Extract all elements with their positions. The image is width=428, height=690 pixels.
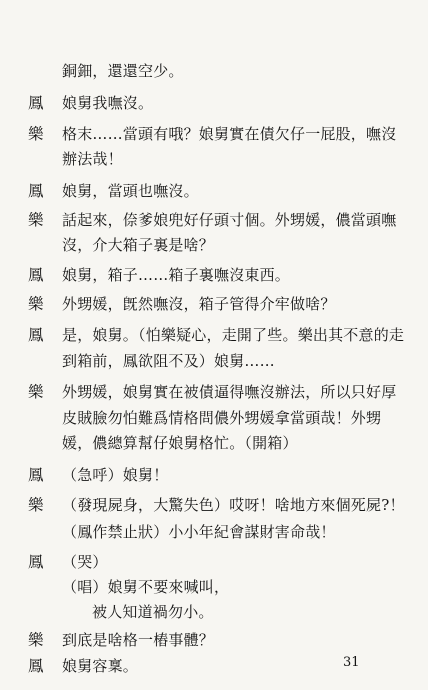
- script-line: [0, 264, 428, 286]
- script-line: [0, 655, 428, 677]
- dialogue-text: 到底是啥格一樁事體？: [62, 631, 215, 649]
- dialogue-text: 娘舅我嘸沒。: [62, 94, 154, 112]
- speaker-label: 樂: [28, 383, 44, 401]
- script-line: [0, 180, 428, 202]
- speaker-label: 鳳: [28, 466, 44, 484]
- dialogue-text: 話起來，倷爹娘兜好仔頭寸個。外甥媛，儂當頭嘸: [62, 211, 397, 229]
- speaker-label: 鳳: [28, 94, 44, 112]
- speaker-label: 樂: [28, 496, 44, 514]
- speaker-label: 樂: [28, 631, 44, 649]
- script-line: [0, 576, 428, 598]
- speaker-label: 鳳: [28, 266, 44, 284]
- dialogue-text: 外甥媛，娘舅實在被債逼得嘸沒辦法，所以只好厚: [62, 383, 397, 401]
- dialogue-text: （鳳作禁止狀）小小年紀會謀財害命哉！: [62, 523, 336, 541]
- dialogue-text: 是，娘舅。（怕樂疑心，走開了些。樂出其不意的走: [62, 326, 405, 344]
- dialogue-text: 娘舅容稟。: [62, 657, 139, 675]
- dialogue-text: 外甥媛，旣然嘸沒，箱子管得介牢做啥？: [62, 295, 336, 313]
- speaker-label: 鳳: [28, 553, 44, 571]
- script-line: [0, 432, 428, 454]
- script-line: [0, 464, 428, 486]
- dialogue-text: 到箱前，鳳欲阻不及）娘舅……: [62, 352, 275, 370]
- script-line: [0, 407, 428, 429]
- speaker-label: 樂: [28, 125, 44, 143]
- dialogue-text: （唱）娘舅不要來喊叫，: [62, 578, 230, 596]
- dialogue-text: 媛，儂總算幫仔娘舅格忙。（開箱）: [62, 434, 298, 452]
- dialogue-text: 娘舅，箱子……箱子裏嘸沒東西。: [62, 266, 291, 284]
- dialogue-text: 格末……當頭有哦？娘舅實在債欠仔一屁股，嘸沒: [62, 125, 397, 143]
- script-line: [0, 123, 428, 145]
- script-line: [0, 350, 428, 372]
- speaker-label: 鳳: [28, 657, 44, 675]
- script-line: [0, 551, 428, 573]
- dialogue-text: 銅鈿，還還空少。: [62, 62, 184, 80]
- speaker-label: 樂: [28, 211, 44, 229]
- script-line: [0, 60, 428, 82]
- script-line: [0, 209, 428, 231]
- page-number: 31: [343, 655, 360, 670]
- script-line: [0, 92, 428, 114]
- dialogue-text: 皮賊臉勿怕難爲情格問儂外甥媛拿當頭哉！外甥: [62, 409, 382, 427]
- script-line: [0, 148, 428, 170]
- script-line: [0, 381, 428, 403]
- speaker-label: 樂: [28, 295, 44, 313]
- script-line: [0, 293, 428, 315]
- script-line: [0, 521, 428, 543]
- script-line: [0, 601, 428, 623]
- dialogue-text: 辦法哉！: [62, 150, 123, 168]
- speaker-label: 鳳: [28, 182, 44, 200]
- script-line: [0, 234, 428, 256]
- script-line: [0, 324, 428, 346]
- script-line: [0, 629, 428, 651]
- dialogue-text: 被人知道禍勿小。: [92, 603, 214, 621]
- dialogue-text: （哭）: [62, 553, 108, 571]
- script-line: [0, 494, 428, 516]
- dialogue-text: 沒，介大箱子裏是啥？: [62, 236, 215, 254]
- speaker-label: 鳳: [28, 326, 44, 344]
- dialogue-text: 娘舅，當頭也嘸沒。: [62, 182, 199, 200]
- dialogue-text: （發現屍身，大驚失色）哎呀！啥地方來個死屍?！: [62, 496, 405, 514]
- dialogue-text: （急呼）娘舅！: [62, 466, 169, 484]
